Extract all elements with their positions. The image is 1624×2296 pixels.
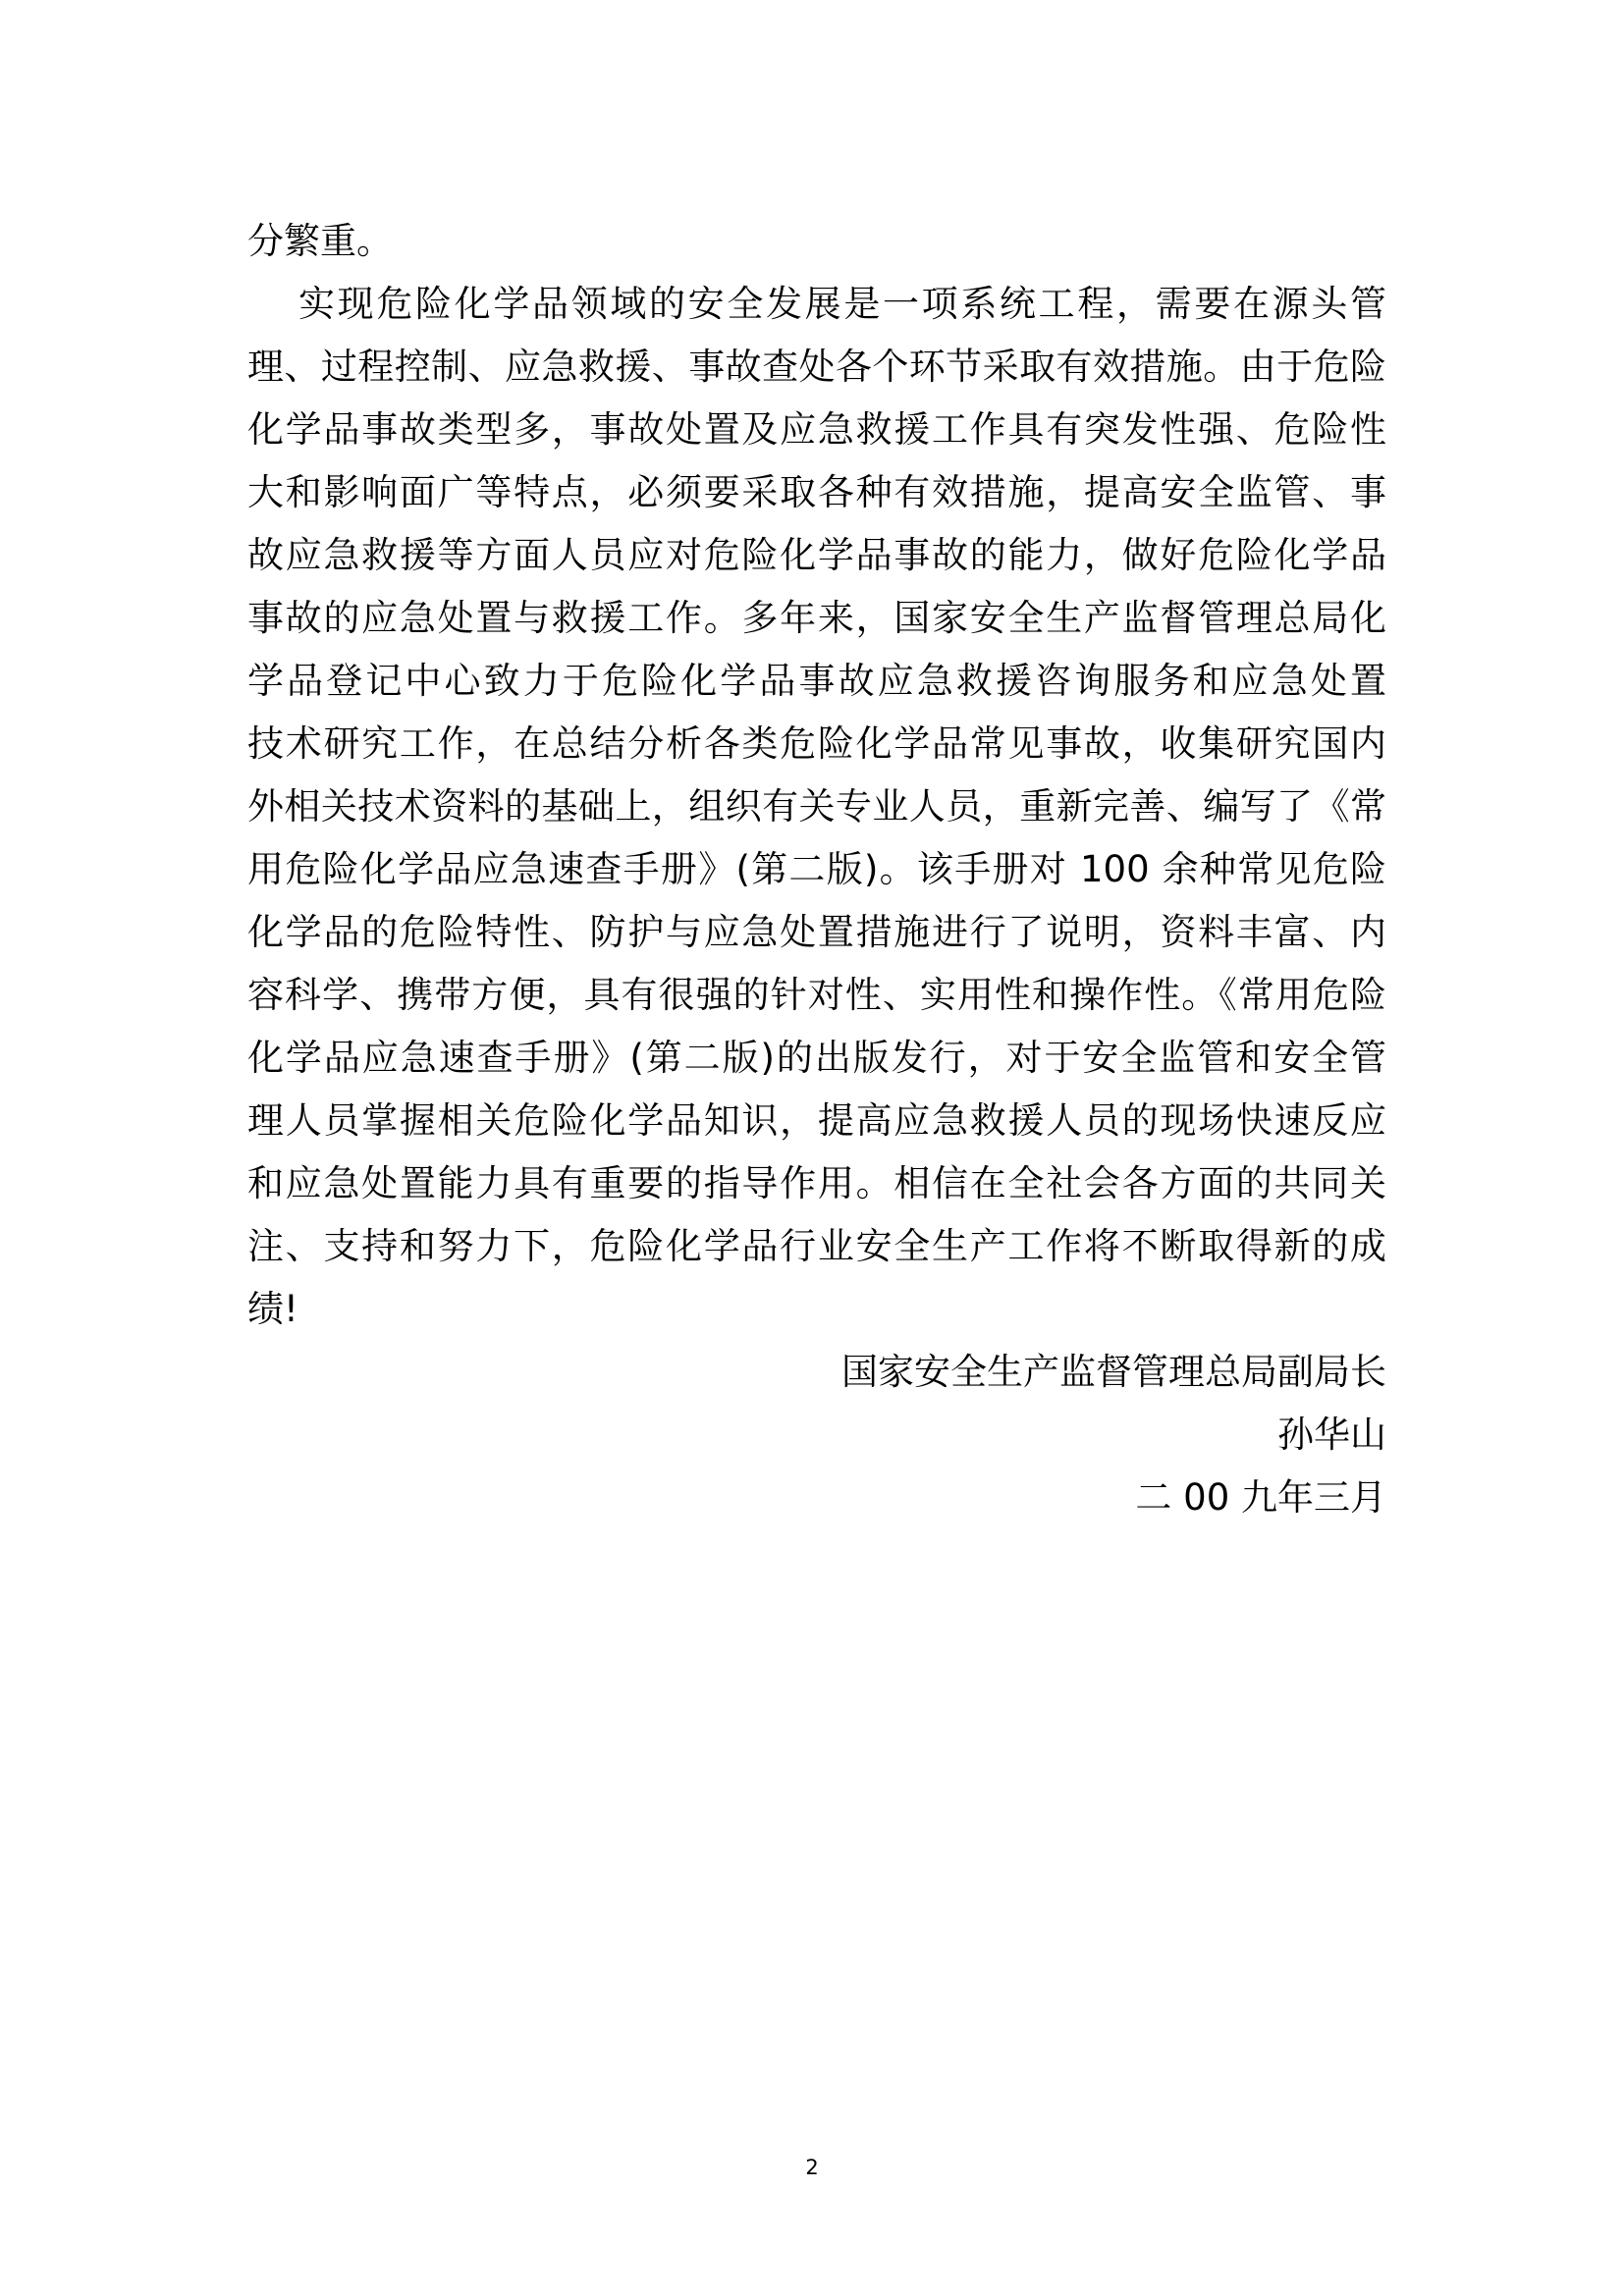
- paragraph-line: 事故的应急处置与救援工作。多年来，国家安全生产监督管理总局化: [247, 597, 1386, 639]
- paragraph-line: 分繁重。: [247, 220, 393, 262]
- paragraph-line: 化学品的危险特性、防护与应急处置措施进行了说明，资料丰富、内: [247, 911, 1386, 953]
- paragraph-line: 和应急处置能力具有重要的指导作用。相信在全社会各方面的共同关: [247, 1162, 1386, 1204]
- paragraph-line: 化学品事故类型多，事故处置及应急救援工作具有突发性强、危险性: [247, 408, 1386, 451]
- paragraph-line: 绩!: [247, 1288, 298, 1330]
- paragraph-line: 注、支持和努力下，危险化学品行业安全生产工作将不断取得新的成: [247, 1225, 1386, 1267]
- signature-date: 二 00 九年三月: [1135, 1476, 1386, 1519]
- paragraph-line: 实现危险化学品领域的安全发展是一项系统工程，需要在源头管: [298, 283, 1386, 325]
- paragraph-line: 化学品应急速查手册》(第二版)的出版发行，对于安全监管和安全管: [247, 1037, 1386, 1079]
- signature-name: 孙华山: [1277, 1414, 1386, 1456]
- paragraph-line: 技术研究工作，在总结分析各类危险化学品常见事故，收集研究国内: [247, 722, 1386, 765]
- paragraph-line: 外相关技术资料的基础上，组织有关专业人员，重新完善、编写了《常: [247, 785, 1386, 828]
- paragraph-line: 理人员掌握相关危险化学品知识，提高应急救援人员的现场快速反应: [247, 1099, 1386, 1142]
- paragraph-line: 理、过程控制、应急救援、事故查处各个环节采取有效措施。由于危险: [247, 346, 1386, 388]
- paragraph-line: 故应急救援等方面人员应对危险化学品事故的能力，做好危险化学品: [247, 534, 1386, 576]
- paragraph-line: 大和影响面广等特点，必须要采取各种有效措施，提高安全监管、事: [247, 471, 1386, 513]
- page-number: 2: [805, 2156, 819, 2179]
- paragraph-line: 用危险化学品应急速查手册》(第二版)。该手册对 100 余种常见危险: [247, 848, 1386, 890]
- signature-title: 国家安全生产监督管理总局副局长: [841, 1351, 1386, 1393]
- paragraph-line: 容科学、携带方便，具有很强的针对性、实用性和操作性。《常用危险: [247, 974, 1386, 1016]
- paragraph-line: 学品登记中心致力于危险化学品事故应急救援咨询服务和应急处置: [247, 660, 1386, 702]
